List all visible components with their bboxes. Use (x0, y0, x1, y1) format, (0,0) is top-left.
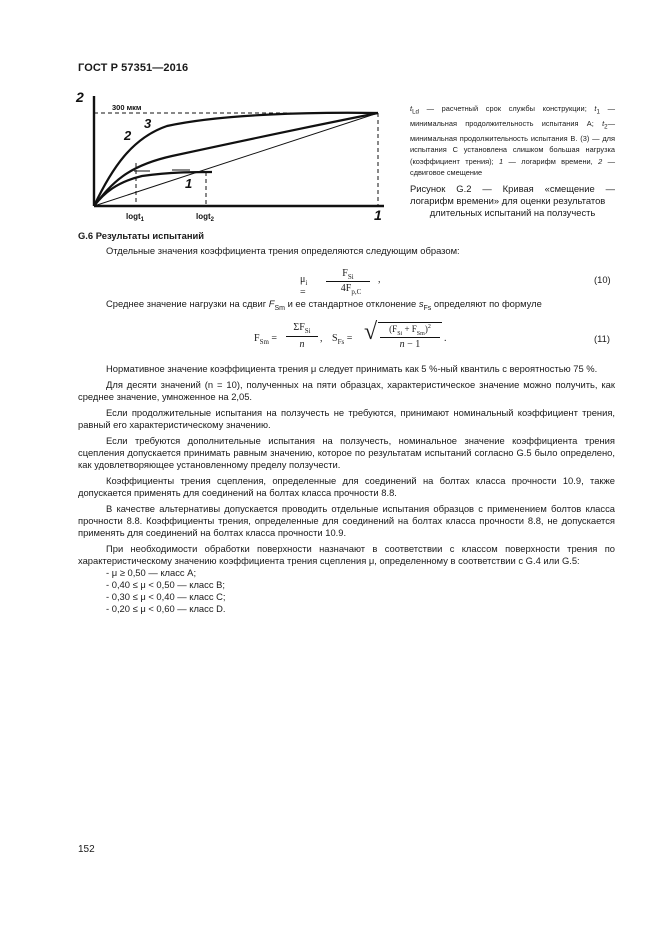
list-item: - 0,20 ≤ μ < 0,60 — класс D. (106, 603, 226, 614)
curve-label-3: 3 (144, 116, 152, 131)
mean-paragraph: Среднее значение нагрузки на сдвиг $F_{Sm}$ и ее стандартное отклонение $s_{Fs}$ определяют по формуле (106, 298, 542, 312)
displacement-log-time-figure (72, 88, 402, 223)
reference-line (94, 113, 378, 206)
document-header: ГОСТ Р 57351—2016 (78, 62, 189, 74)
tick-label-t2: logt$_2$ (196, 212, 215, 223)
friction-classes-list (78, 567, 615, 615)
section-body (78, 363, 615, 615)
figure-legend: $t_{Ld}$ — расчетный срок службы конструкции; $t_1$ — минимальная продолжительность испытания А; $t_2—$ минимальная продолжительность испытания В. (3) — для испытания С установлена слишком большая нагрузка (коэффициент трения); 1 — логарифм времени, 2 — сдвиговое смещение (410, 104, 615, 178)
curve-label-1: 1 (185, 176, 193, 191)
x-axis-label: 1 (374, 207, 382, 223)
paragraph-bolts-109: Коэффициенты трения сцепления, определенные для соединений на болтах класса прочности 10.9, также допускается применять для соединений на болтах класса прочности 8.8. (78, 475, 615, 498)
figure-caption: Рисунок G.2 — Кривая «смещение — логарифм времени» для оценки результатов длительных испытаний на ползучесть (410, 183, 615, 218)
paragraph-surface: При необходимости обработки поверхности назначают в соответствии с классом поверхности трения по характеристическому значению коэффициента трения сцепления μ, определенному в соответствии с G.4 или G.5: (78, 543, 615, 566)
page-number: 152 (78, 844, 95, 855)
list-item: - μ ≥ 0,50 — класс A; (106, 567, 197, 578)
section-title: G.6 Результаты испытаний (78, 230, 205, 241)
curve-label-2: 2 (124, 128, 132, 143)
list-item: - 0,30 ≤ μ < 0,40 — класс C; (106, 591, 226, 602)
tick-label-t1: logt$_1$ (126, 212, 145, 223)
paragraph-alternative: В качестве альтернативы допускается проводить отдельные испытания образцов с применением болтов класса прочности 8.8. Коэффициенты трения, определенные для соединений на болтах класса прочности 8.8, не допускается применять для соединений на болтах класса прочности 10.9. (78, 503, 615, 538)
paragraph-creep: Если требуются дополнительные испытания на ползучесть, номинальное значение коэффициента трения сцепления допускается принимать равным значению, которое по результатам испытаний согласно G.5 было определено, как удовлетворяющее установленному пределу ползучести. (78, 435, 615, 470)
paragraph-normative: Нормативное значение коэффициента трения μ следует принимать как 5 %-ный квантиль с вероятностью 75 %. (106, 363, 598, 374)
level-label: 300 мкм (112, 103, 142, 112)
curve-1 (94, 172, 212, 206)
paragraph-ten-values: Для десяти значений (n = 10), полученных на пяти образцах, характеристическое значение можно получить, как среднее значение, умноженное на 2,05. (78, 379, 615, 402)
equation-10-number: (10) (594, 274, 611, 285)
y-axis-label: 2 (76, 89, 84, 105)
equation-11: $F_{Sm}$ = $\Sigma F_{Si}$ n , $S_{Fs}$ = √ $(F_{Si} + F_{Sm})^2$ n − 1 . (254, 319, 447, 350)
list-item: - 0,40 ≤ μ < 0,50 — класс B; (106, 579, 225, 590)
section-g6 (78, 230, 615, 257)
paragraph-no-creep: Если продолжительные испытания на ползучесть не требуются, принимают номинальный коэффициент трения, равный его характеристическому значению. (78, 407, 615, 430)
equation-11-number: (11) (594, 333, 610, 344)
section-intro: Отдельные значения коэффициента трения определяются следующим образом: (106, 245, 460, 256)
